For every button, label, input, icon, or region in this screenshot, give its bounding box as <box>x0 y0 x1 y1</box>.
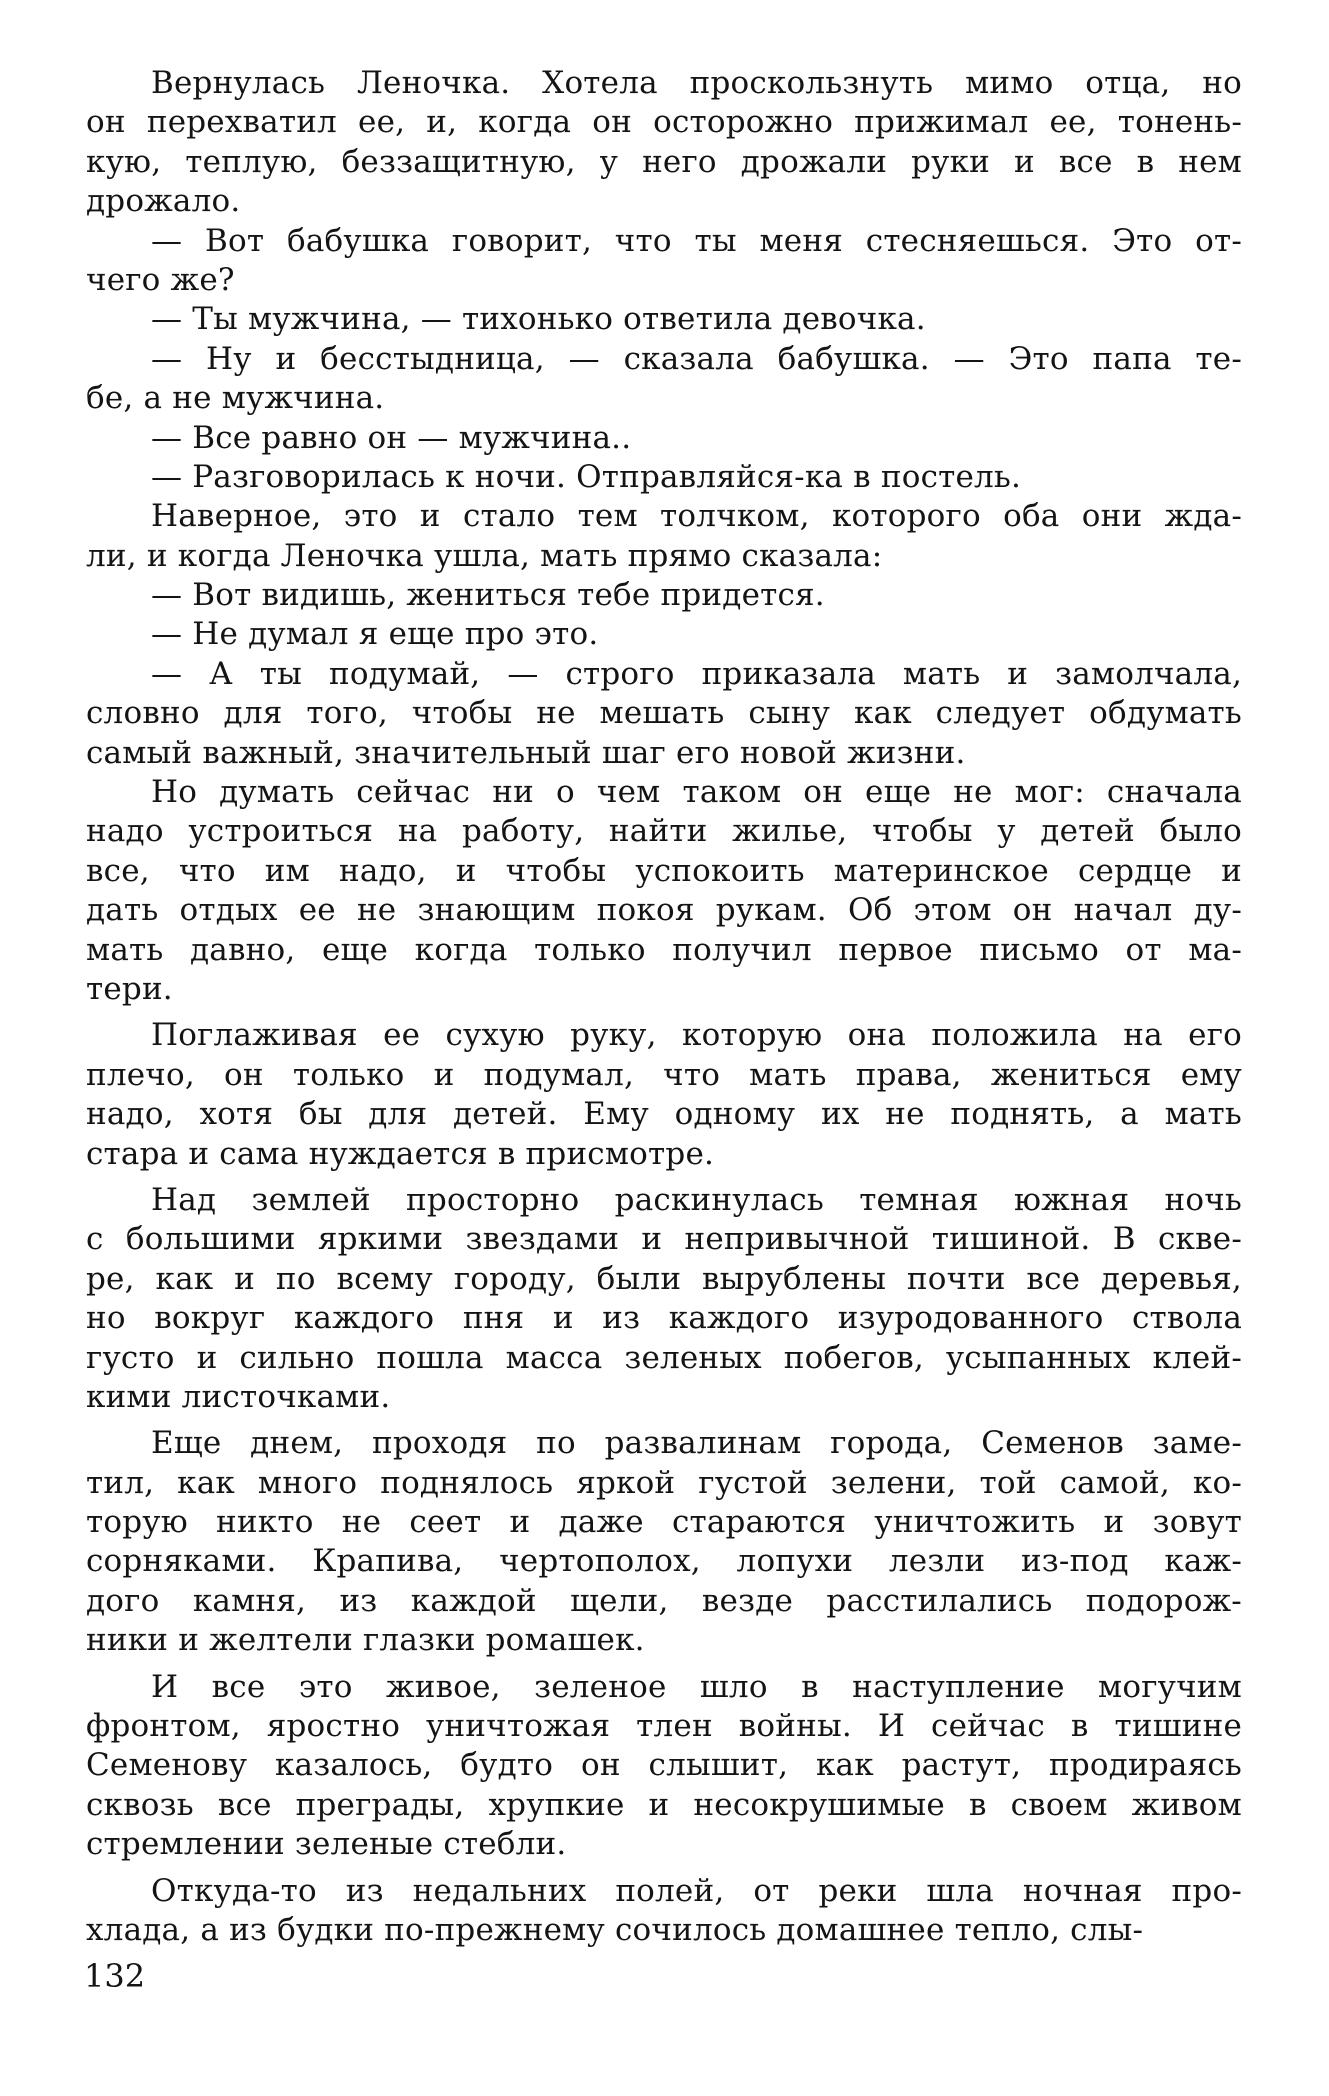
paragraph-gap <box>86 1661 1242 1668</box>
text-line: — Ты мужчина, — тихонько ответила девочка. <box>151 301 926 338</box>
text-line: все, что им надо, и чтобы успокоить материнское сердце и <box>86 852 1242 889</box>
paragraph <box>86 1424 1242 1660</box>
text-line: самый важный, значительный шаг его новой жизни. <box>86 734 966 771</box>
text-line: Поглаживая ее сухую руку, которую она положила на его <box>151 1017 1242 1054</box>
text-body <box>86 64 1242 1950</box>
paragraph-gap <box>86 1009 1242 1016</box>
text-line: — Не думал я еще про это. <box>151 616 599 653</box>
text-line: ре, как и по всему городу, были вырублены почти все деревья, <box>86 1260 1242 1297</box>
text-line: Наверное, это и стало тем толчком, которого оба они жда- <box>151 498 1242 535</box>
text-line: дать отдых ее не знающим покоя рукам. Об этом он начал ду- <box>86 892 1242 929</box>
text-line: — Все равно он — мужчина.. <box>151 419 632 456</box>
text-line: мать давно, еще когда только получил первое письмо от ма- <box>86 931 1242 968</box>
text-line: — Вот видишь, жениться тебе придется. <box>151 577 825 614</box>
text-line: — Вот бабушка говорит, что ты меня стесняешься. Это от- <box>151 222 1242 259</box>
text-line: тил, как много поднялось яркой густой зелени, той самой, ко- <box>86 1464 1242 1501</box>
text-line: сквозь все преграды, хрупкие и несокрушимые в своем живом <box>86 1786 1242 1823</box>
text-line: тери. <box>86 970 173 1007</box>
text-line: Вернулась Леночка. Хотела проскользнуть мимо отца, но <box>151 65 1242 101</box>
paragraph <box>86 1668 1242 1865</box>
text-line: — А ты подумай, — строго приказала мать и замолчала, <box>151 655 1242 692</box>
text-line: Еще днем, проходя по развалинам города, Семенов заме- <box>151 1425 1242 1462</box>
text-line: — Ну и бесстыдница, — сказала бабушка. — Это папа те- <box>151 340 1242 377</box>
text-line: сорняками. Крапива, чертополох, лопухи лезли из-под каж- <box>86 1543 1242 1580</box>
text-line: дрожало. <box>86 183 241 220</box>
paragraph-gap <box>86 1417 1242 1424</box>
text-line: стара и сама нуждается в присмотре. <box>86 1135 715 1172</box>
paragraph <box>86 340 1242 419</box>
paragraph-gap <box>86 1174 1242 1181</box>
text-line: кими листочками. <box>86 1378 391 1415</box>
page-number: 132 <box>84 1957 146 1995</box>
text-line: — Разговорилась к ночи. Отправляйся-ка в постель. <box>151 458 1022 495</box>
paragraph <box>86 300 1242 339</box>
paragraph <box>86 1872 1242 1951</box>
paragraph <box>86 576 1242 615</box>
paragraph <box>86 655 1242 773</box>
text-line: надо устроиться на работу, найти жилье, чтобы у детей было <box>86 813 1242 850</box>
text-line: Откуда-то из недальних полей, от реки шла ночная про- <box>151 1872 1242 1909</box>
paragraph-gap <box>86 1865 1242 1872</box>
text-line: кую, теплую, беззащитную, у него дрожали руки и все в нем <box>86 143 1242 180</box>
paragraph <box>86 64 1242 222</box>
paragraph <box>86 615 1242 654</box>
paragraph <box>86 1181 1242 1417</box>
text-line: хлада, а из будки по-прежнему сочилось домашнее тепло, слы- <box>86 1911 1144 1948</box>
text-line: Семенову казалось, будто он слышит, как растут, продираясь <box>86 1747 1242 1784</box>
text-line: ли, и когда Леночка ушла, мать прямо сказала: <box>86 537 883 574</box>
paragraph <box>86 458 1242 497</box>
paragraph <box>86 497 1242 576</box>
text-line: словно для того, чтобы не мешать сыну как следует обдумать <box>86 695 1242 732</box>
text-line: фронтом, яростно уничтожая тлен войны. И сейчас в тишине <box>86 1708 1242 1745</box>
text-line: дого камня, из каждой щели, везде расстилались подорож- <box>86 1582 1242 1619</box>
text-line: Но думать сейчас ни о чем таком он еще не мог: сначала <box>151 774 1242 811</box>
paragraph <box>86 419 1242 458</box>
text-line: бе, а не мужчина. <box>86 380 385 417</box>
text-line: густо и сильно пошла масса зеленых побегов, усыпанных клей- <box>86 1339 1242 1376</box>
text-line: ники и желтели глазки ромашек. <box>86 1622 645 1659</box>
text-line: чего же? <box>86 261 235 298</box>
text-line: Над землей просторно раскинулась темная южная ночь <box>151 1181 1242 1218</box>
text-line: но вокруг каждого пня и из каждого изуродованного ствола <box>86 1300 1242 1337</box>
text-line: надо, хотя бы для детей. Ему одному их не поднять, а мать <box>86 1096 1242 1133</box>
text-line: И все это живое, зеленое шло в наступление могучим <box>151 1668 1242 1705</box>
text-line: с большими яркими звездами и непривычной тишиной. В скве- <box>86 1221 1242 1258</box>
text-line: торую никто не сеет и даже стараются уничтожить и зовут <box>86 1504 1242 1541</box>
text-line: плечо, он только и подумал, что мать права, жениться ему <box>86 1056 1242 1093</box>
text-line: он перехватил ее, и, когда он осторожно прижимал ее, тонень- <box>86 104 1242 141</box>
paragraph <box>86 773 1242 1009</box>
text-line: стремлении зеленые стебли. <box>86 1826 567 1863</box>
paragraph <box>86 1016 1242 1174</box>
paragraph <box>86 222 1242 301</box>
